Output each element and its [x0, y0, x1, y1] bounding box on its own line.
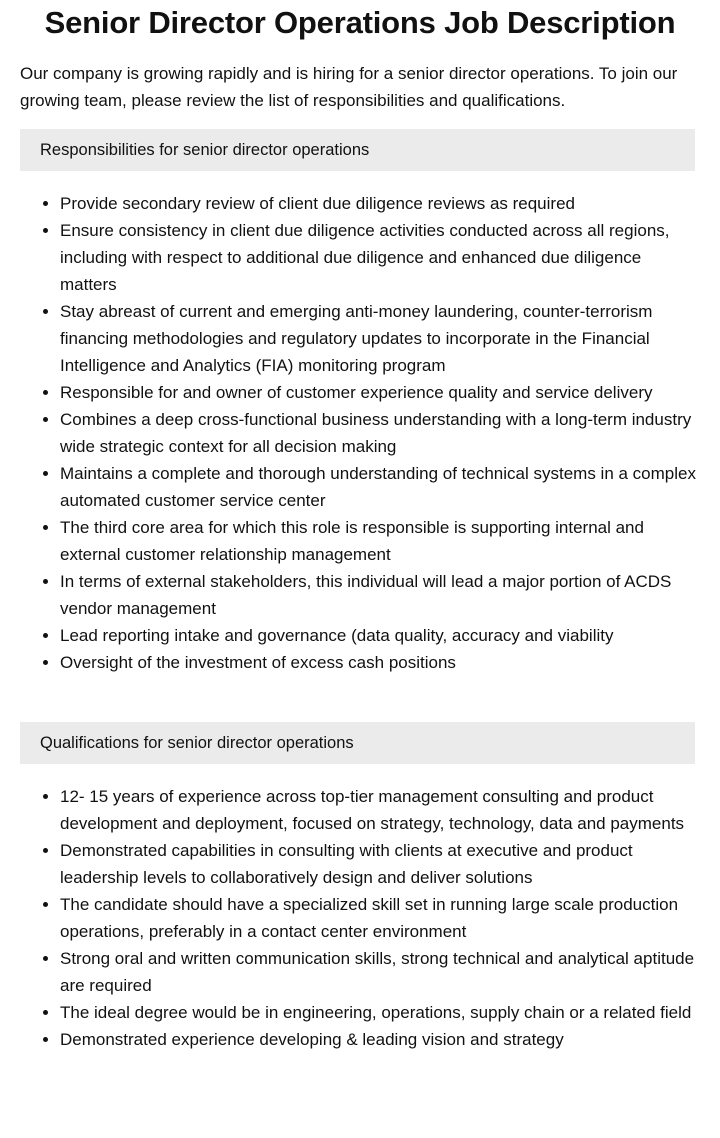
- list-item: • Oversight of the investment of excess cash positions: [60, 649, 698, 676]
- list-item: • 12- 15 years of experience across top-tier management consulting and product development and deployment, focused on strategy, technology, data and payments: [60, 783, 698, 837]
- responsibilities-list: [20, 190, 698, 676]
- list-item: • Stay abreast of current and emerging anti-money laundering, counter-terrorism financing methodologies and regulatory updates to incorporate in the Financial Intelligence and Analytics (FIA) monitoring program: [60, 298, 698, 379]
- list-item: • Ensure consistency in client due diligence activities conducted across all regions, including with respect to additional due diligence and enhanced due diligence matters: [60, 217, 698, 298]
- list-item: • The candidate should have a specialized skill set in running large scale production operations, preferably in a contact center environment: [60, 891, 698, 945]
- page-title: Senior Director Operations Job Description: [44, 5, 676, 40]
- qualifications-heading: Qualifications for senior director operations: [20, 722, 695, 764]
- list-item: • Responsible for and owner of customer experience quality and service delivery: [60, 379, 698, 406]
- list-item: • The ideal degree would be in engineering, operations, supply chain or a related field: [60, 999, 698, 1026]
- list-item: • Demonstrated experience developing & leading vision and strategy: [60, 1026, 698, 1053]
- responsibilities-heading: Responsibilities for senior director operations: [20, 129, 695, 171]
- qualifications-list: [20, 783, 698, 1053]
- list-item: • Lead reporting intake and governance (data quality, accuracy and viability: [60, 622, 698, 649]
- intro-paragraph: Our company is growing rapidly and is hiring for a senior director operations. To join our growing team, please review the list of responsibilities and qualifications.: [20, 64, 678, 110]
- list-item: • Strong oral and written communication skills, strong technical and analytical aptitude are required: [60, 945, 698, 999]
- list-item: • The third core area for which this role is responsible is supporting internal and external customer relationship management: [60, 514, 698, 568]
- list-item: • Provide secondary review of client due diligence reviews as required: [60, 190, 698, 217]
- list-item: • In terms of external stakeholders, this individual will lead a major portion of ACDS vendor management: [60, 568, 698, 622]
- list-item: • Demonstrated capabilities in consulting with clients at executive and product leadership levels to collaboratively design and deliver solutions: [60, 837, 698, 891]
- list-item: • Maintains a complete and thorough understanding of technical systems in a complex automated customer service center: [60, 460, 698, 514]
- list-item: • Combines a deep cross-functional business understanding with a long-term industry wide strategic context for all decision making: [60, 406, 698, 460]
